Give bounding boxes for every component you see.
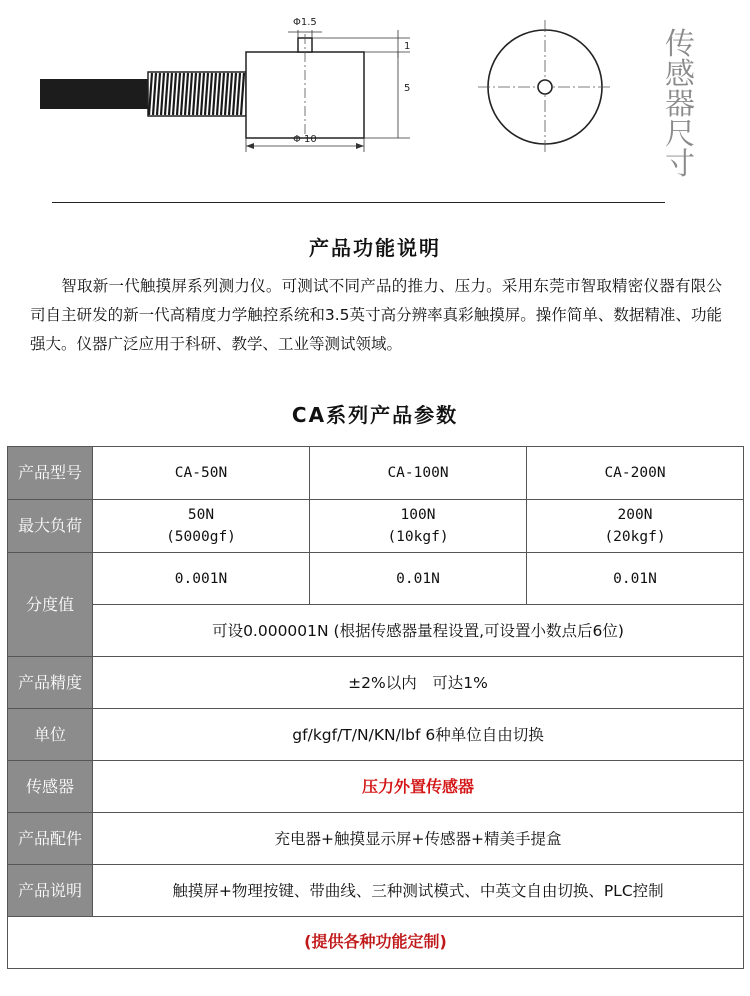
row-label-accessories: 产品配件	[8, 813, 93, 865]
row-label-sensor: 传感器	[8, 761, 93, 813]
sensor-thread	[148, 72, 246, 116]
section-divider	[52, 202, 665, 203]
table-row-resolution-note	[8, 605, 744, 657]
dim-pin-diameter: Φ1.5	[293, 17, 317, 28]
max-load-cell-2: 100N (10kgf)	[310, 500, 527, 553]
params-table	[7, 446, 744, 969]
model-cell-3: CA-200N	[527, 447, 744, 500]
model-cell-2: CA-100N	[310, 447, 527, 500]
params-title: CA系列产品参数	[291, 403, 459, 427]
resolution-cell-1: 0.001N	[93, 553, 310, 605]
resolution-cell-3: 0.01N	[527, 553, 744, 605]
dim-body-diameter: Φ 10	[293, 134, 317, 145]
dim-pin-height: 1	[404, 41, 411, 52]
dim-body-height: 5	[404, 83, 411, 94]
sensor-top-view	[478, 20, 612, 154]
function-title: 产品功能说明	[309, 236, 441, 260]
table-row-accessories	[8, 813, 744, 865]
row-label-accuracy: 产品精度	[8, 657, 93, 709]
max-load-cell-1: 50N (5000gf)	[93, 500, 310, 553]
table-row-sensor	[8, 761, 744, 813]
accessories-value: 充电器+触摸显示屏+传感器+精美手提盒	[93, 813, 744, 865]
max-load-cell-3: 200N (20kgf)	[527, 500, 744, 553]
row-label-model: 产品型号	[8, 447, 93, 500]
accuracy-value: ±2%以内 可达1%	[93, 657, 744, 709]
function-description: 智取新一代触摸屏系列测力仪。可测试不同产品的推力、压力。采用东莞市智取精密仪器有限公司自主研发的新一代高精度力学触控系统和3.5英寸高分辨率真彩触摸屏。操作简单、数据精准、功能强大。仪器广泛应用于科研、教学、工业等测试领域。	[30, 277, 722, 353]
table-row-max-load	[8, 500, 744, 553]
row-label-resolution: 分度值	[8, 553, 93, 657]
unit-value: gf/kgf/T/N/KN/lbf 6种单位自由切换	[93, 709, 744, 761]
table-row-model	[8, 447, 744, 500]
customization-note: (提供各种功能定制)	[8, 917, 744, 969]
row-label-notes: 产品说明	[8, 865, 93, 917]
row-label-unit: 单位	[8, 709, 93, 761]
sensor-cable	[40, 79, 150, 109]
table-row-footer	[8, 917, 744, 969]
resolution-note: 可设0.000001N (根据传感器量程设置,可设置小数点后6位)	[93, 605, 744, 657]
model-cell-1: CA-50N	[93, 447, 310, 500]
table-row-unit	[8, 709, 744, 761]
table-row-resolution	[8, 553, 744, 605]
sensor-value: 压力外置传感器	[93, 761, 744, 813]
sensor-drawing-svg	[0, 0, 750, 200]
sensor-size-label: 传 感 器 尺 寸	[665, 27, 695, 182]
table-row-notes	[8, 865, 744, 917]
table-row-accuracy	[8, 657, 744, 709]
notes-value: 触摸屏+物理按键、带曲线、三种测试模式、中英文自由切换、PLC控制	[93, 865, 744, 917]
resolution-cell-2: 0.01N	[310, 553, 527, 605]
row-label-max-load: 最大负荷	[8, 500, 93, 553]
sensor-dimension-drawing	[0, 0, 750, 200]
